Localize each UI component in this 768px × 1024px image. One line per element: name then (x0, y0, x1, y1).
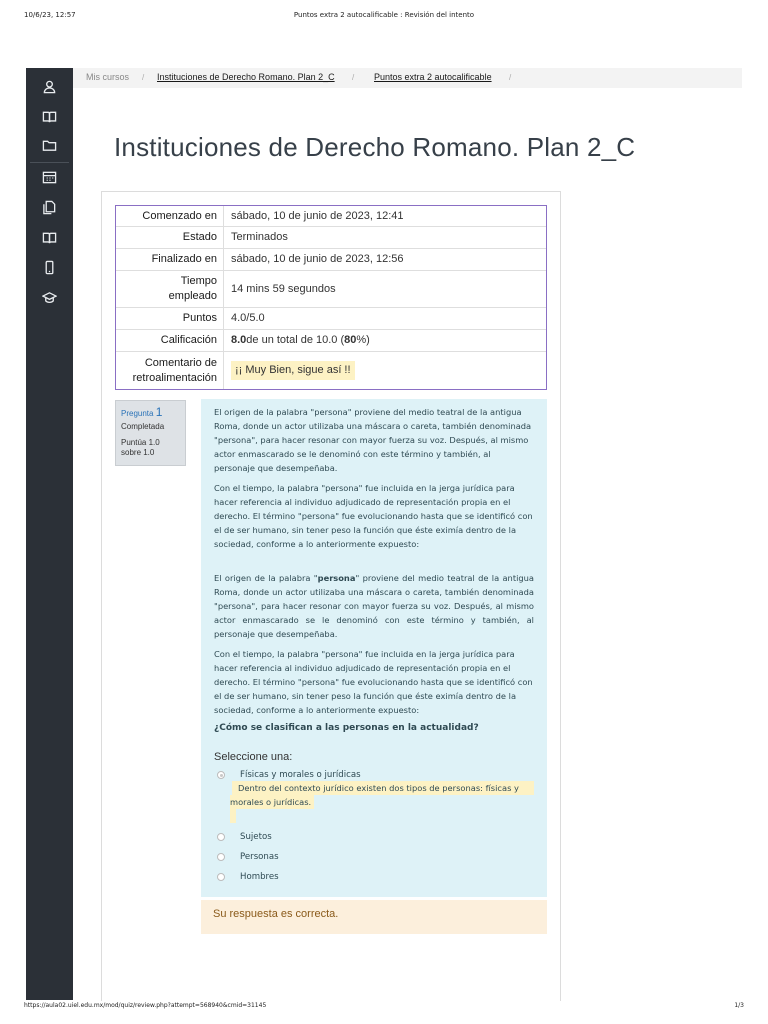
mobile-icon[interactable] (41, 259, 58, 276)
grade-percent: 80 (344, 334, 357, 346)
documents-icon[interactable] (41, 199, 58, 216)
summary-row-state (116, 227, 546, 249)
question-status: Completada (121, 422, 165, 431)
answer-option[interactable] (217, 872, 279, 882)
answer-feedback (230, 781, 534, 823)
attempt-summary-table (115, 205, 547, 390)
breadcrumb-course[interactable]: Instituciones de Derecho Romano. Plan 2_C (157, 72, 335, 82)
breadcrumb-separator: / (142, 73, 145, 82)
sidebar-divider (30, 162, 69, 163)
summary-value: 4.0/5.0 (231, 312, 265, 324)
answer-option-label: Sujetos (240, 832, 272, 842)
answer-option[interactable] (217, 832, 272, 842)
grade-score: 8.0 (231, 334, 247, 346)
radio-button[interactable] (217, 873, 225, 881)
question-number-label: Pregunta (121, 409, 154, 418)
book-icon[interactable] (41, 108, 58, 125)
summary-label: Puntos (116, 308, 224, 329)
answer-option-label: Personas (240, 852, 279, 862)
breadcrumb-separator: / (509, 73, 512, 82)
summary-label: Comenzado en (116, 206, 224, 226)
summary-value: Terminados (231, 231, 288, 243)
folder-icon[interactable] (41, 137, 58, 154)
summary-label (116, 352, 224, 389)
question-paragraph (214, 572, 534, 642)
answer-option[interactable] (217, 770, 361, 780)
breadcrumb-my-courses[interactable]: Mis cursos (86, 72, 130, 82)
radio-button[interactable] (217, 833, 225, 841)
summary-value: 14 mins 59 segundos (231, 282, 336, 295)
question-score (121, 438, 180, 458)
summary-row-time (116, 271, 546, 308)
overall-feedback: ¡¡ Muy Bien, sigue así !! (231, 361, 355, 380)
print-url: https://aula02.uiel.edu.mx/mod/quiz/review.php?attempt=568940&cmid=31145 (24, 1002, 267, 1009)
print-title: Puntos extra 2 autocalificable : Revisión del intento (293, 11, 475, 19)
summary-label-line: retroalimentación (132, 371, 217, 384)
answer-feedback-highlight (230, 809, 236, 823)
question-paragraph: Con el tiempo, la palabra "persona" fue incluida en la jerga jurídica para hacer referencia al individuo adjudicado de representación propia en el derecho. El término "persona" fue evolucionando hasta que se identificó con el de ser humano, sin tener peso la función que éste eximía dentro de la sociedad, conforme a lo anteriormente expuesto: (214, 483, 533, 549)
summary-label (116, 271, 224, 307)
grade-percent-suffix: %) (356, 334, 370, 346)
question-number (121, 405, 180, 419)
question-paragraph: El origen de la palabra "persona" proviene del medio teatral de la antigua Roma, donde un actor utilizaba una máscara o careta, también denominada "persona", para hacer resonar con mayor fuerza su voz. Después, al mismo actor enmascarado se le denominó con este término y también, al personaje que desempeñaba. (214, 407, 532, 473)
summary-label-line: Comentario de (144, 356, 217, 369)
question-info (115, 400, 186, 466)
graduation-cap-icon[interactable] (41, 289, 58, 306)
question-paragraph-text: " proviene del medio teatral de la antigua Roma, donde un actor utilizaba una máscara o careta, también denominada "persona", para hacer resonar con mayor fuerza su voz. Después, al mismo actor enmascarado se le denominó con este término y también, al personaje que desempeñaba. (214, 573, 534, 639)
answer-option[interactable] (217, 852, 279, 862)
question-paragraph-text: El origen de la palabra " (214, 573, 318, 583)
summary-row-started (116, 206, 546, 227)
summary-label-line: empleado (168, 290, 217, 302)
summary-label: Estado (116, 227, 224, 248)
summary-label: Calificación (116, 330, 224, 351)
page-title: Instituciones de Derecho Romano. Plan 2_C (114, 132, 636, 162)
summary-label: Finalizado en (116, 249, 224, 270)
radio-button-selected[interactable] (217, 771, 225, 779)
breadcrumb-quiz[interactable]: Puntos extra 2 autocalificable (374, 72, 492, 82)
result-message: Su respuesta es correcta. (201, 900, 547, 934)
summary-value (224, 352, 546, 389)
summary-value (224, 330, 546, 351)
summary-row-feedback (116, 352, 546, 389)
summary-row-points (116, 308, 546, 330)
breadcrumb-separator: / (352, 73, 355, 82)
question-number-value: 1 (155, 405, 163, 419)
question-score-line: Puntúa 1.0 (121, 438, 160, 447)
grade-total-text: de un total de 10.0 ( (246, 334, 345, 346)
breadcrumb (73, 68, 742, 88)
answer-feedback-text: Dentro del contexto jurídico existen dos tipos de personas: físicas y (238, 783, 519, 793)
question-prompt: ¿Cómo se clasifican a las personas en la actualidad? (214, 723, 479, 733)
print-datetime: 10/6/23, 12:57 (24, 11, 76, 19)
answer-option-label: Físicas y morales o jurídicas (240, 770, 361, 780)
radio-button[interactable] (217, 853, 225, 861)
summary-row-grade (116, 330, 546, 352)
answer-option-label: Hombres (240, 872, 279, 882)
user-profile-icon[interactable] (41, 78, 58, 95)
question-score-line: sobre 1.0 (121, 448, 155, 457)
summary-value: sábado, 10 de junio de 2023, 12:56 (231, 253, 404, 265)
book-icon[interactable] (41, 229, 58, 246)
summary-value: sábado, 10 de junio de 2023, 12:41 (231, 209, 404, 222)
question-keyword: persona (317, 573, 356, 583)
summary-label-line: Tiempo (180, 275, 217, 287)
print-footer (0, 1002, 768, 1014)
sidebar (26, 68, 73, 1000)
calendar-icon[interactable] (41, 169, 58, 186)
answer-feedback-text: morales o jurídicas. (230, 797, 312, 807)
summary-row-finished (116, 249, 546, 271)
question-paragraph: Con el tiempo, la palabra "persona" fue incluida en la jerga jurídica para hacer referencia al individuo adjudicado de representación propia en el derecho. El término "persona" fue evolucionando hasta que se identificó con el de ser humano, sin tener peso la función que éste eximía dentro de la sociedad, conforme a lo anteriormente expuesto: (214, 649, 533, 715)
select-one-label: Seleccione una: (214, 751, 293, 763)
print-page-number: 1/3 (734, 1002, 744, 1009)
print-header (0, 11, 768, 23)
